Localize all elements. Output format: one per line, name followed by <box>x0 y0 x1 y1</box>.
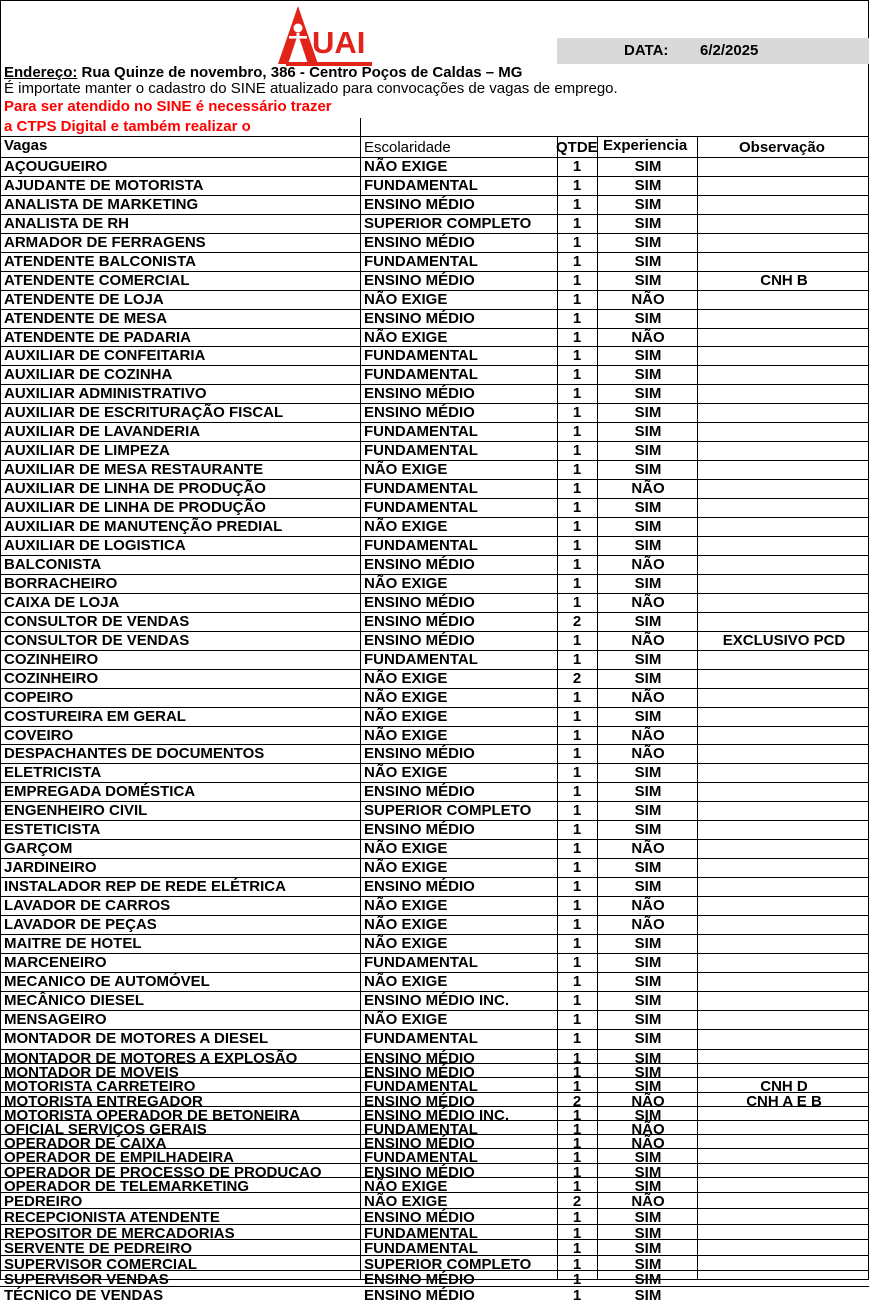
education-cell: ENSINO MÉDIO INC. <box>364 1107 510 1124</box>
quantity-cell: 1 <box>572 689 582 706</box>
education-cell: ENSINO MÉDIO <box>364 632 475 649</box>
experience-cell: SIM <box>634 1107 662 1124</box>
job-title-cell: ANALISTA DE MARKETING <box>4 196 199 213</box>
education-cell: NÃO EXIGE <box>364 916 448 933</box>
experience-cell: SIM <box>634 821 662 838</box>
job-title-cell: ELETRICISTA <box>4 764 102 781</box>
education-cell: ENSINO MÉDIO <box>364 1093 475 1110</box>
education-cell: FUNDAMENTAL <box>364 423 478 440</box>
education-cell: ENSINO MÉDIO <box>364 1050 475 1067</box>
quantity-cell: 1 <box>572 727 582 744</box>
quantity-cell: 1 <box>572 1078 582 1095</box>
experience-cell: SIM <box>634 404 662 421</box>
job-title-cell: AUXILIAR DE LIMPEZA <box>4 442 170 459</box>
education-cell: NÃO EXIGE <box>364 575 448 592</box>
date-label: DATA: <box>624 42 669 59</box>
education-cell: ENSINO MÉDIO <box>364 234 475 251</box>
education-cell: NÃO EXIGE <box>364 329 448 346</box>
red-notice-line-1: Para ser atendido no SINE é necessário trazer <box>4 98 332 115</box>
experience-cell: SIM <box>634 1240 662 1257</box>
experience-cell: SIM <box>634 158 662 175</box>
experience-cell: SIM <box>634 177 662 194</box>
quantity-cell: 1 <box>572 821 582 838</box>
education-cell: ENSINO MÉDIO <box>364 745 475 762</box>
quantity-cell: 1 <box>572 1149 582 1166</box>
experience-cell: SIM <box>634 272 662 289</box>
quantity-cell: 1 <box>572 215 582 232</box>
experience-cell: NÃO <box>631 727 665 744</box>
job-title-cell: BORRACHEIRO <box>4 575 118 592</box>
quantity-cell: 1 <box>572 423 582 440</box>
job-title-cell: AÇOUGUEIRO <box>4 158 108 175</box>
education-cell: ENSINO MÉDIO <box>364 1209 475 1226</box>
job-title-cell: SUPERVISOR COMERCIAL <box>4 1256 198 1273</box>
quantity-cell: 1 <box>572 916 582 933</box>
education-cell: NÃO EXIGE <box>364 859 448 876</box>
education-cell: ENSINO MÉDIO <box>364 1135 475 1152</box>
job-title-cell: EMPREGADA DOMÉSTICA <box>4 783 196 800</box>
quantity-cell: 1 <box>572 272 582 289</box>
experience-cell: SIM <box>634 253 662 270</box>
quantity-cell: 1 <box>572 840 582 857</box>
education-cell: NÃO EXIGE <box>364 158 448 175</box>
education-cell: ENSINO MÉDIO <box>364 594 475 611</box>
uai-logo <box>276 6 376 68</box>
education-cell: ENSINO MÉDIO <box>364 1287 475 1304</box>
education-cell: NÃO EXIGE <box>364 973 448 990</box>
education-cell: NÃO EXIGE <box>364 670 448 687</box>
quantity-cell: 1 <box>572 1107 582 1124</box>
quantity-cell: 1 <box>572 310 582 327</box>
quantity-cell: 1 <box>572 234 582 251</box>
experience-cell: SIM <box>634 1164 662 1181</box>
quantity-cell: 1 <box>572 1271 582 1288</box>
quantity-cell: 1 <box>572 1064 582 1081</box>
row-divider <box>0 136 869 137</box>
quantity-cell: 1 <box>572 1011 582 1028</box>
experience-cell: NÃO <box>631 556 665 573</box>
date-value: 6/2/2025 <box>700 42 759 59</box>
education-cell: NÃO EXIGE <box>364 708 448 725</box>
quantity-cell: 1 <box>572 897 582 914</box>
education-cell: ENSINO MÉDIO INC. <box>364 992 510 1009</box>
education-cell: NÃO EXIGE <box>364 291 448 308</box>
quantity-cell: 1 <box>572 1030 582 1047</box>
job-title-cell: OPERADOR DE PROCESSO DE PRODUCAO <box>4 1164 322 1181</box>
education-cell: NÃO EXIGE <box>364 461 448 478</box>
quantity-cell: 1 <box>572 935 582 952</box>
logo-text: UAI <box>312 25 366 60</box>
job-title-cell: AUXILIAR DE LAVANDERIA <box>4 423 201 440</box>
education-cell: ENSINO MÉDIO <box>364 310 475 327</box>
education-cell: NÃO EXIGE <box>364 1193 448 1210</box>
job-title-cell: MARCENEIRO <box>4 954 107 971</box>
quantity-cell: 1 <box>572 404 582 421</box>
address-label: Endereço: <box>4 64 78 81</box>
quantity-cell: 1 <box>572 499 582 516</box>
education-cell: FUNDAMENTAL <box>364 1240 478 1257</box>
experience-cell: SIM <box>634 1011 662 1028</box>
quantity-cell: 1 <box>572 632 582 649</box>
experience-cell: NÃO <box>631 840 665 857</box>
observation-cell: CNH A E B <box>746 1093 822 1110</box>
quantity-cell: 1 <box>572 783 582 800</box>
experience-cell: SIM <box>634 1078 662 1095</box>
observation-cell: CNH B <box>760 272 808 289</box>
job-title-cell: ATENDENTE COMERCIAL <box>4 272 190 289</box>
experience-cell: SIM <box>634 764 662 781</box>
quantity-cell: 1 <box>572 480 582 497</box>
column-header-escolaridade: Escolaridade <box>364 139 451 156</box>
education-cell: NÃO EXIGE <box>364 1011 448 1028</box>
quantity-cell: 2 <box>572 613 582 630</box>
experience-cell: SIM <box>634 1271 662 1288</box>
education-cell: ENSINO MÉDIO <box>364 613 475 630</box>
education-cell: FUNDAMENTAL <box>364 954 478 971</box>
quantity-cell: 1 <box>572 992 582 1009</box>
observation-cell: CNH D <box>760 1078 808 1095</box>
experience-cell: NÃO <box>631 1135 665 1152</box>
education-cell: NÃO EXIGE <box>364 935 448 952</box>
education-cell: NÃO EXIGE <box>364 727 448 744</box>
experience-cell: NÃO <box>631 480 665 497</box>
experience-cell: SIM <box>634 1256 662 1273</box>
job-title-cell: REPOSITOR DE MERCADORIAS <box>4 1225 235 1242</box>
job-title-cell: GARÇOM <box>4 840 73 857</box>
job-title-cell: ARMADOR DE FERRAGENS <box>4 234 206 251</box>
job-title-cell: OPERADOR DE TELEMARKETING <box>4 1178 250 1195</box>
experience-cell: SIM <box>634 1209 662 1226</box>
column-header-vagas: Vagas <box>4 137 48 154</box>
experience-cell: SIM <box>634 1030 662 1047</box>
experience-cell: NÃO <box>631 689 665 706</box>
job-title-cell: OFICIAL SERVIÇOS GERAIS <box>4 1121 207 1138</box>
education-cell: ENSINO MÉDIO <box>364 1064 475 1081</box>
job-title-cell: CAIXA DE LOJA <box>4 594 120 611</box>
quantity-cell: 1 <box>572 518 582 535</box>
quantity-cell: 1 <box>572 366 582 383</box>
quantity-cell: 1 <box>572 1050 582 1067</box>
education-cell: ENSINO MÉDIO <box>364 1164 475 1181</box>
column-header-qtde: QTDE <box>556 139 598 156</box>
job-title-cell: TÉCNICO DE VENDAS <box>4 1287 164 1304</box>
experience-cell: SIM <box>634 537 662 554</box>
experience-cell: SIM <box>634 518 662 535</box>
quantity-cell: 1 <box>572 745 582 762</box>
quantity-cell: 1 <box>572 594 582 611</box>
experience-cell: SIM <box>634 1225 662 1242</box>
experience-cell: SIM <box>634 859 662 876</box>
job-title-cell: ANALISTA DE RH <box>4 215 129 232</box>
experience-cell: SIM <box>634 442 662 459</box>
job-title-cell: AUXILIAR DE MESA RESTAURANTE <box>4 461 264 478</box>
job-title-cell: ESTETICISTA <box>4 821 101 838</box>
column-divider <box>597 136 598 1280</box>
job-title-cell: AUXILIAR DE LOGISTICA <box>4 537 186 554</box>
observation-cell: EXCLUSIVO PCD <box>722 632 846 649</box>
experience-cell: SIM <box>634 802 662 819</box>
quantity-cell: 1 <box>572 291 582 308</box>
education-cell: ENSINO MÉDIO <box>364 1271 475 1288</box>
experience-cell: NÃO <box>631 291 665 308</box>
experience-cell: SIM <box>634 215 662 232</box>
job-title-cell: MONTADOR DE MOVEIS <box>4 1064 179 1081</box>
education-cell: ENSINO MÉDIO <box>364 821 475 838</box>
quantity-cell: 1 <box>572 1121 582 1138</box>
job-title-cell: COVEIRO <box>4 727 74 744</box>
education-cell: NÃO EXIGE <box>364 518 448 535</box>
quantity-cell: 1 <box>572 764 582 781</box>
education-cell: FUNDAMENTAL <box>364 1225 478 1242</box>
job-title-cell: COSTUREIRA EM GERAL <box>4 708 186 725</box>
experience-cell: SIM <box>634 1178 662 1195</box>
experience-cell: SIM <box>634 461 662 478</box>
quantity-cell: 1 <box>572 1209 582 1226</box>
job-title-cell: CONSULTOR DE VENDAS <box>4 613 190 630</box>
education-cell: ENSINO MÉDIO <box>364 878 475 895</box>
job-title-cell: MECÂNICO DIESEL <box>4 992 145 1009</box>
job-title-cell: AUXILIAR DE COZINHA <box>4 366 173 383</box>
job-title-cell: ENGENHEIRO CIVIL <box>4 802 148 819</box>
experience-cell: SIM <box>634 310 662 327</box>
education-cell: ENSINO MÉDIO <box>364 196 475 213</box>
education-cell: ENSINO MÉDIO <box>364 272 475 289</box>
experience-cell: SIM <box>634 499 662 516</box>
education-cell: ENSINO MÉDIO <box>364 385 475 402</box>
job-title-cell: INSTALADOR REP DE REDE ELÉTRICA <box>4 878 286 895</box>
quantity-cell: 1 <box>572 802 582 819</box>
job-title-cell: LAVADOR DE CARROS <box>4 897 171 914</box>
quantity-cell: 1 <box>572 973 582 990</box>
quantity-cell: 2 <box>572 1193 582 1210</box>
job-title-cell: AUXILIAR DE LINHA DE PRODUÇÃO <box>4 499 266 516</box>
job-title-cell: RECEPCIONISTA ATENDENTE <box>4 1209 220 1226</box>
quantity-cell: 1 <box>572 575 582 592</box>
job-title-cell: BALCONISTA <box>4 556 102 573</box>
experience-cell: SIM <box>634 366 662 383</box>
experience-cell: SIM <box>634 783 662 800</box>
job-title-cell: OPERADOR DE EMPILHADEIRA <box>4 1149 235 1166</box>
quantity-cell: 1 <box>572 196 582 213</box>
education-cell: SUPERIOR COMPLETO <box>364 1256 532 1273</box>
quantity-cell: 1 <box>572 253 582 270</box>
education-cell: FUNDAMENTAL <box>364 1030 478 1047</box>
experience-cell: SIM <box>634 878 662 895</box>
job-title-cell: SUPERVISOR VENDAS <box>4 1271 169 1288</box>
address-line <box>4 64 522 81</box>
education-cell: NÃO EXIGE <box>364 689 448 706</box>
experience-cell: NÃO <box>631 329 665 346</box>
job-title-cell: AUXILIAR DE MANUTENÇÃO PREDIAL <box>4 518 283 535</box>
job-title-cell: ATENDENTE DE MESA <box>4 310 168 327</box>
education-cell: NÃO EXIGE <box>364 1178 448 1195</box>
experience-cell: NÃO <box>631 1121 665 1138</box>
address-text: Rua Quinze de novembro, 386 - Centro Poços de Caldas – MG <box>81 64 523 81</box>
education-cell: NÃO EXIGE <box>364 764 448 781</box>
notice-line: É importate manter o cadastro do SINE atualizado para convocações de vagas de emprego. <box>4 80 618 97</box>
job-title-cell: MOTORISTA CARRETEIRO <box>4 1078 196 1095</box>
uai-logo-graphic <box>276 6 376 68</box>
quantity-cell: 1 <box>572 1178 582 1195</box>
job-title-cell: ATENDENTE DE PADARIA <box>4 329 191 346</box>
quantity-cell: 1 <box>572 158 582 175</box>
job-title-cell: AUXILIAR DE CONFEITARIA <box>4 347 206 364</box>
job-title-cell: JARDINEIRO <box>4 859 97 876</box>
quantity-cell: 1 <box>572 878 582 895</box>
job-title-cell: LAVADOR DE PEÇAS <box>4 916 157 933</box>
job-title-cell: COZINHEIRO <box>4 651 99 668</box>
quantity-cell: 1 <box>572 708 582 725</box>
job-title-cell: MAITRE DE HOTEL <box>4 935 142 952</box>
experience-cell: SIM <box>634 954 662 971</box>
job-title-cell: MECANICO DE AUTOMÓVEL <box>4 973 210 990</box>
quantity-cell: 1 <box>572 537 582 554</box>
quantity-cell: 2 <box>572 1093 582 1110</box>
experience-cell: SIM <box>634 347 662 364</box>
job-title-cell: ATENDENTE BALCONISTA <box>4 253 196 270</box>
experience-cell: SIM <box>634 973 662 990</box>
education-cell: FUNDAMENTAL <box>364 1078 478 1095</box>
experience-cell: SIM <box>634 385 662 402</box>
red-notice-line-2: a CTPS Digital e também realizar o <box>4 118 251 135</box>
education-cell: FUNDAMENTAL <box>364 651 478 668</box>
job-title-cell: MOTORISTA ENTREGADOR <box>4 1093 203 1110</box>
job-title-cell: AUXILIAR DE ESCRITURAÇÃO FISCAL <box>4 404 284 421</box>
job-title-cell: PEDREIRO <box>4 1193 83 1210</box>
education-cell: NÃO EXIGE <box>364 897 448 914</box>
quantity-cell: 1 <box>572 954 582 971</box>
experience-cell: NÃO <box>631 632 665 649</box>
job-title-cell: MOTORISTA OPERADOR DE BETONEIRA <box>4 1107 301 1124</box>
job-title-cell: ATENDENTE DE LOJA <box>4 291 164 308</box>
job-title-cell: MENSAGEIRO <box>4 1011 107 1028</box>
experience-cell: NÃO <box>631 916 665 933</box>
education-cell: FUNDAMENTAL <box>364 1121 478 1138</box>
column-divider <box>360 118 361 1280</box>
experience-cell: NÃO <box>631 1093 665 1110</box>
experience-cell: SIM <box>634 670 662 687</box>
column-divider <box>697 136 698 1280</box>
experience-cell: SIM <box>634 708 662 725</box>
quantity-cell: 1 <box>572 1240 582 1257</box>
quantity-cell: 1 <box>572 859 582 876</box>
job-title-cell: COPEIRO <box>4 689 74 706</box>
education-cell: FUNDAMENTAL <box>364 253 478 270</box>
education-cell: FUNDAMENTAL <box>364 177 478 194</box>
education-cell: FUNDAMENTAL <box>364 442 478 459</box>
job-title-cell: COZINHEIRO <box>4 670 99 687</box>
column-header-experiencia: Experiencia <box>603 137 688 154</box>
education-cell: FUNDAMENTAL <box>364 366 478 383</box>
quantity-cell: 1 <box>572 651 582 668</box>
education-cell: ENSINO MÉDIO <box>364 556 475 573</box>
education-cell: FUNDAMENTAL <box>364 480 478 497</box>
experience-cell: SIM <box>634 935 662 952</box>
quantity-cell: 1 <box>572 1164 582 1181</box>
job-title-cell: AUXILIAR ADMINISTRATIVO <box>4 385 207 402</box>
quantity-cell: 1 <box>572 1256 582 1273</box>
quantity-cell: 1 <box>572 1287 582 1304</box>
job-title-cell: OPERADOR DE CAIXA <box>4 1135 167 1152</box>
experience-cell: NÃO <box>631 1193 665 1210</box>
experience-cell: SIM <box>634 234 662 251</box>
column-header-observacao: Observação <box>739 139 825 156</box>
experience-cell: SIM <box>634 1149 662 1166</box>
job-title-cell: CONSULTOR DE VENDAS <box>4 632 190 649</box>
education-cell: NÃO EXIGE <box>364 840 448 857</box>
job-title-cell: DESPACHANTES DE DOCUMENTOS <box>4 745 265 762</box>
quantity-cell: 1 <box>572 385 582 402</box>
experience-cell: SIM <box>634 613 662 630</box>
quantity-cell: 1 <box>572 556 582 573</box>
experience-cell: SIM <box>634 196 662 213</box>
experience-cell: SIM <box>634 423 662 440</box>
experience-cell: NÃO <box>631 745 665 762</box>
experience-cell: SIM <box>634 1050 662 1067</box>
quantity-cell: 1 <box>572 329 582 346</box>
education-cell: FUNDAMENTAL <box>364 347 478 364</box>
experience-cell: SIM <box>634 651 662 668</box>
quantity-cell: 1 <box>572 1135 582 1152</box>
job-title-cell: AUXILIAR DE LINHA DE PRODUÇÃO <box>4 480 266 497</box>
education-cell: ENSINO MÉDIO <box>364 783 475 800</box>
education-cell: SUPERIOR COMPLETO <box>364 802 532 819</box>
education-cell: FUNDAMENTAL <box>364 537 478 554</box>
job-title-cell: MONTADOR DE MOTORES A DIESEL <box>4 1030 269 1047</box>
education-cell: SUPERIOR COMPLETO <box>364 215 532 232</box>
education-cell: FUNDAMENTAL <box>364 499 478 516</box>
experience-cell: SIM <box>634 1287 662 1304</box>
job-title-cell: AJUDANTE DE MOTORISTA <box>4 177 204 194</box>
job-title-cell: SERVENTE DE PEDREIRO <box>4 1240 193 1257</box>
experience-cell: SIM <box>634 575 662 592</box>
education-cell: FUNDAMENTAL <box>364 1149 478 1166</box>
quantity-cell: 1 <box>572 177 582 194</box>
experience-cell: SIM <box>634 1064 662 1081</box>
quantity-cell: 1 <box>572 461 582 478</box>
job-title-cell: MONTADOR DE MOTORES A EXPLOSÃO <box>4 1050 298 1067</box>
education-cell: ENSINO MÉDIO <box>364 404 475 421</box>
experience-cell: SIM <box>634 992 662 1009</box>
quantity-cell: 2 <box>572 670 582 687</box>
experience-cell: NÃO <box>631 594 665 611</box>
experience-cell: NÃO <box>631 897 665 914</box>
quantity-cell: 1 <box>572 1225 582 1242</box>
quantity-cell: 1 <box>572 347 582 364</box>
quantity-cell: 1 <box>572 442 582 459</box>
